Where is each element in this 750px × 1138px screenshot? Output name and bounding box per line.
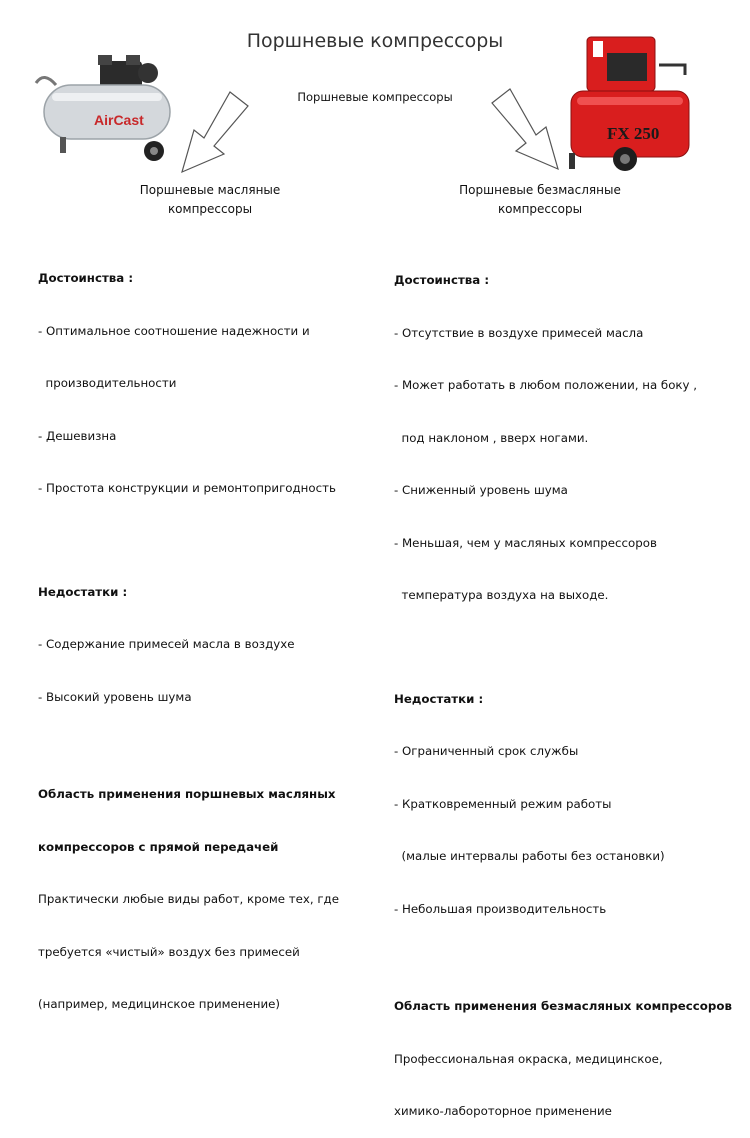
usage-title: Область применения поршневых масляных — [38, 787, 336, 801]
fx250-logo: FX 250 — [607, 124, 660, 143]
list-item: - Меньшая, чем у масляных компрессоров — [394, 535, 657, 550]
list-item: Практически любые виды работ, кроме тех, где — [38, 892, 339, 906]
oilfree-compressors-details — [394, 237, 732, 1138]
arrow-left-down-icon — [178, 88, 253, 178]
list-item: - Дешевизна — [38, 428, 117, 443]
list-item: под наклоном , вверх ногами. — [394, 430, 589, 445]
disadvantages-title: Недостатки : — [38, 584, 128, 599]
list-item: - Кратковременный режим работы — [394, 796, 612, 811]
center-subtitle: Поршневые компрессоры — [297, 90, 453, 104]
list-item: - Оптимальное соотношение надежности и — [38, 323, 310, 338]
list-item: - Высокий уровень шума — [38, 689, 192, 704]
list-item: - Отсутствие в воздухе примесей масла — [394, 325, 644, 340]
arrow-right-down-icon — [488, 85, 563, 175]
usage-title: компрессоров с прямой передачей — [38, 839, 279, 854]
list-item: химико-лабороторное применение — [394, 1104, 612, 1118]
list-item: температура воздуха на выходе. — [394, 588, 609, 602]
aircast-logo: AirCast — [94, 112, 144, 128]
oil-compressor-image — [30, 45, 180, 165]
list-item: (например, медицинское применение) — [38, 997, 281, 1011]
list-item: - Содержание примесей масла в воздухе — [38, 637, 295, 651]
list-item: - Сниженный уровень шума — [394, 483, 568, 497]
disadvantages-title: Недостатки : — [394, 691, 484, 706]
oil-compressors-details — [38, 235, 339, 1031]
oilfree-compressors-heading: Поршневые безмасляные компрессоры — [459, 183, 621, 216]
list-item: Профессиональная окраска, медицинское, — [394, 1051, 663, 1066]
advantages-title: Достоинства : — [38, 271, 134, 285]
list-item: (малые интервалы работы без остановки) — [394, 849, 665, 863]
list-item: производительности — [38, 376, 177, 390]
list-item: - Небольшая производительность — [394, 901, 607, 916]
oilfree-compressor-image — [565, 35, 700, 175]
list-item: - Может работать в любом положении, на боку , — [394, 378, 698, 392]
advantages-title: Достоинства : — [394, 273, 490, 287]
usage-title: Область применения безмасляных компрессоров — [394, 999, 732, 1013]
list-item: - Простота конструкции и ремонтопригодность — [38, 481, 336, 495]
list-item: требуется «чистый» воздух без примесей — [38, 944, 300, 959]
list-item: - Ограниченный срок службы — [394, 744, 579, 758]
page-title: Поршневые компрессоры — [246, 30, 504, 52]
oil-compressors-heading: Поршневые масляные компрессоры — [139, 183, 281, 216]
